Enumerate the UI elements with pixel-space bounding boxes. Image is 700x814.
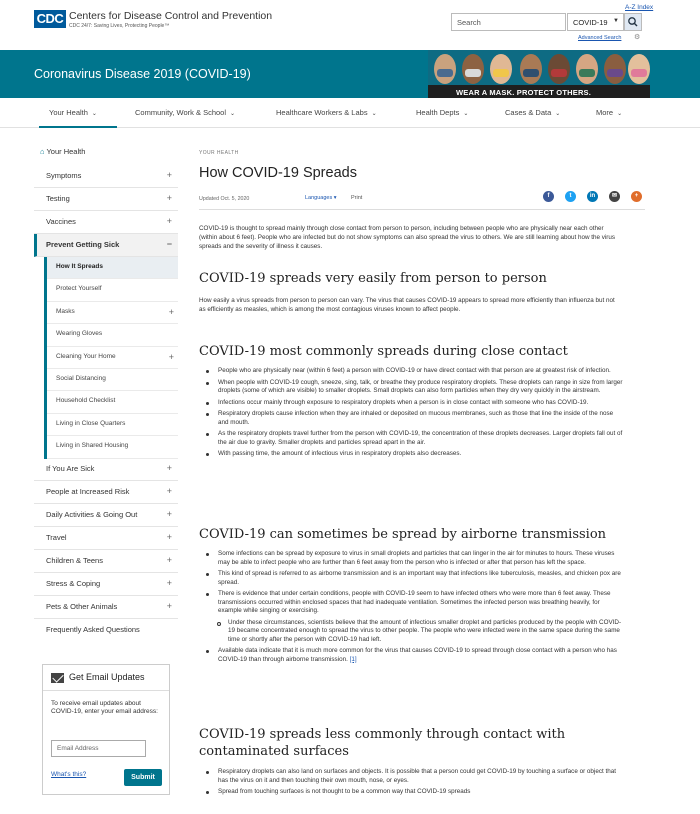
- languages-dropdown[interactable]: Languages ▾: [305, 195, 337, 201]
- sidebar-sub-protect-yourself[interactable]: Protect Yourself: [47, 279, 178, 301]
- list-item: Some infections can be spread by exposure to virus in small droplets and particles that can linger in the air for minutes to hours. These viruses may be able to infect people who are further than 6 feet away from the person who is infected or after that person has left the space.: [199, 550, 625, 567]
- linkedin-icon[interactable]: in: [587, 191, 598, 202]
- page-title: How COVID-19 Spreads: [199, 165, 357, 181]
- section-heading-surfaces: COVID-19 spreads less commonly through contact with contaminated surfaces: [199, 727, 566, 759]
- surfaces-list: [199, 768, 625, 800]
- list-item: With passing time, the amount of infectious virus in respiratory droplets also decreases.: [199, 450, 625, 459]
- search-scope-value: COVID-19: [573, 18, 608, 27]
- list-item: Respiratory droplets cause infection when they are inhaled or deposited on mucous membranes, such as those that line the inside of the nose and mouth.: [199, 410, 625, 427]
- chevron-down-icon: ⌄: [230, 111, 236, 117]
- sidebar-home[interactable]: ⌂ Your Health: [40, 147, 86, 156]
- sidebar-sub-how-it-spreads[interactable]: How It Spreads: [47, 257, 178, 279]
- twitter-icon[interactable]: t: [565, 191, 576, 202]
- close-contact-list: [199, 367, 625, 462]
- nav-more[interactable]: More ⌄: [596, 108, 623, 117]
- nav-your-health[interactable]: Your Health ⌄: [49, 108, 97, 117]
- main-nav: [0, 98, 700, 128]
- submit-button[interactable]: Submit: [124, 769, 162, 786]
- sidebar-item-prevent-getting-sick[interactable]: Prevent Getting Sick −: [34, 234, 178, 257]
- site-header: [0, 0, 700, 50]
- chevron-down-icon: ⌄: [617, 111, 623, 117]
- search-input[interactable]: Search: [451, 13, 566, 31]
- expand-icon[interactable]: +: [166, 601, 172, 611]
- section-heading-spreads-easily: COVID-19 spreads very easily from person to person: [199, 271, 547, 286]
- sidebar-sub-social-distancing[interactable]: Social Distancing: [47, 369, 178, 391]
- nav-active-indicator: [39, 126, 117, 128]
- print-link[interactable]: Print: [351, 195, 363, 201]
- chevron-down-icon: ⌄: [91, 111, 97, 117]
- eyebrow-label: YOUR HEALTH: [199, 150, 239, 156]
- sidebar-item-vaccines[interactable]: Vaccines +: [34, 211, 178, 234]
- sidebar-item-children-teens[interactable]: Children & Teens +: [34, 550, 178, 573]
- expand-icon[interactable]: +: [166, 170, 172, 180]
- expand-icon[interactable]: +: [166, 555, 172, 565]
- expand-icon[interactable]: +: [166, 578, 172, 588]
- expand-icon[interactable]: +: [166, 509, 172, 519]
- list-item: Infections occur mainly through exposure to respiratory droplets when a person is in close contact with someone who has COVID-19.: [199, 399, 625, 408]
- list-item: There is evidence that under certain conditions, people with COVID-19 seem to have infected others who were more than 6 feet away. These transmissions occurred within enclosed spaces that had inadequate ventilation. Sometimes the infected person was breathing heavily, for example while singing or exercising.: [199, 590, 625, 616]
- nav-healthcare-workers[interactable]: Healthcare Workers & Labs ⌄: [276, 108, 377, 117]
- email-updates-header: [43, 665, 169, 691]
- syndicate-icon[interactable]: +: [631, 191, 642, 202]
- nav-community-work-school[interactable]: Community, Work & School ⌄: [135, 108, 236, 117]
- chevron-down-icon: ⌄: [555, 111, 561, 117]
- list-item: People who are physically near (within 6 feet) a person with COVID-19 or have direct contact with that person are at greatest risk of infection.: [199, 367, 625, 376]
- banner-slogan: WEAR A MASK. PROTECT OTHERS.: [456, 88, 592, 97]
- email-field[interactable]: Email Address: [51, 740, 146, 757]
- list-sub-item: Under these circumstances, scientists believe that the amount of infectious smaller droplet and particles produced by the people with COVID-19 became concentrated enough to spread the virus to other people. The people who were infected were in the same space during the same time or shortly after the person with COVID-19 had left.: [199, 619, 625, 645]
- sidebar-item-faq[interactable]: Frequently Asked Questions: [46, 625, 140, 634]
- mask-campaign-image: [428, 50, 650, 98]
- list-item: When people with COVID-19 cough, sneeze, sing, talk, or breathe they produce respiratory droplets. These droplets can range in size from larger droplets (some of which are visible) to smaller droplets. Small droplets can also form particles when they dry very quickly in the airstream.: [199, 379, 625, 396]
- sidebar-item-symptoms[interactable]: Symptoms +: [34, 165, 178, 188]
- sidebar-item-pets-animals[interactable]: Pets & Other Animals +: [34, 596, 178, 619]
- sidebar-sub-household-checklist[interactable]: Household Checklist: [47, 391, 178, 413]
- section-heading-airborne: COVID-19 can sometimes be spread by airborne transmission: [199, 527, 607, 542]
- expand-icon[interactable]: +: [168, 351, 174, 362]
- nav-health-depts[interactable]: Health Depts ⌄: [416, 108, 469, 117]
- expand-icon[interactable]: +: [166, 463, 172, 473]
- sidebar-item-daily-activities[interactable]: Daily Activities & Going Out +: [34, 504, 178, 527]
- sidebar-item-increased-risk[interactable]: People at Increased Risk +: [34, 481, 178, 504]
- expand-icon[interactable]: +: [166, 193, 172, 203]
- sidebar-item-testing[interactable]: Testing +: [34, 188, 178, 211]
- sidebar-sub-cleaning-your-home[interactable]: Cleaning Your Home +: [47, 347, 178, 369]
- list-item: As the respiratory droplets travel further from the person with COVID-19, the concentration of these droplets decreases. Larger droplets fall out of the air due to gravity. Smaller droplets and particles spread apart in the air.: [199, 430, 625, 447]
- facebook-icon[interactable]: f: [543, 191, 554, 202]
- intro-paragraph: COVID-19 is thought to spread mainly through close contact from person to person, including between people who are physically near each other (within about 6 feet). People who are infected but do not show symptoms can also spread the virus to others. We are still learning about how the virus spreads and the severity of illness it causes.: [199, 225, 616, 251]
- list-item: Available data indicate that it is much more common for the virus that causes COVID-19 to spread through close contact with a person who has COVID-19 than through airborne transmission. [1]: [199, 647, 625, 664]
- list-item: Spread from touching surfaces is not thought to be a common way that COVID-19 spreads: [199, 788, 625, 797]
- expand-icon[interactable]: +: [166, 216, 172, 226]
- chevron-down-icon: ⌄: [463, 111, 469, 117]
- footnote-link[interactable]: [1]: [349, 655, 357, 663]
- chevron-down-icon: ▼: [613, 18, 619, 24]
- search-scope-select[interactable]: [567, 13, 624, 31]
- sidebar-item-travel[interactable]: Travel +: [34, 527, 178, 550]
- caret-down-icon: ▾: [333, 195, 337, 201]
- email-share-icon[interactable]: ✉: [609, 191, 620, 202]
- sidebar-subnav: [44, 257, 178, 459]
- envelope-icon: [51, 673, 64, 683]
- email-updates-box: [42, 664, 170, 795]
- expand-icon[interactable]: +: [166, 486, 172, 496]
- email-updates-title: Get Email Updates: [69, 672, 145, 682]
- search-icon: [625, 14, 641, 30]
- banner-title[interactable]: Coronavirus Disease 2019 (COVID-19): [34, 67, 251, 81]
- cdc-logo[interactable]: CDC: [34, 10, 66, 28]
- whats-this-link[interactable]: What's this?: [51, 771, 87, 778]
- org-name[interactable]: Centers for Disease Control and Prevention: [69, 10, 273, 22]
- airborne-list: [199, 550, 625, 667]
- sidebar-sub-living-shared-housing[interactable]: Living in Shared Housing: [47, 436, 178, 458]
- expand-icon[interactable]: +: [166, 532, 172, 542]
- nav-cases-data[interactable]: Cases & Data ⌄: [505, 108, 561, 117]
- sidebar-item-stress-coping[interactable]: Stress & Coping +: [34, 573, 178, 596]
- sidebar-item-if-you-are-sick[interactable]: If You Are Sick +: [34, 458, 178, 481]
- sidebar-sub-masks[interactable]: Masks +: [47, 302, 178, 324]
- tagline: CDC 24/7: Saving Lives, Protecting People™: [69, 23, 170, 29]
- topic-banner: [0, 50, 700, 98]
- updated-date: Updated Oct. 5, 2020: [199, 196, 250, 202]
- list-item: Respiratory droplets can also land on surfaces and objects. It is possible that a person could get COVID-19 by touching a surface or object that has the virus on it and then touching their own mouth, nose, or eyes.: [199, 768, 625, 785]
- az-index-link[interactable]: A-Z Index: [625, 4, 654, 11]
- divider: [199, 209, 645, 210]
- collapse-icon[interactable]: −: [166, 239, 172, 249]
- section-heading-close-contact: COVID-19 most commonly spreads during close contact: [199, 344, 568, 359]
- gear-icon[interactable]: ⚙: [634, 34, 641, 41]
- email-updates-description: To receive email updates about COVID-19, enter your email address:: [51, 700, 158, 716]
- advanced-search-link[interactable]: Advanced Search: [578, 35, 622, 41]
- sidebar-sub-wearing-gloves[interactable]: Wearing Gloves: [47, 324, 178, 346]
- chevron-down-icon: ⌄: [371, 111, 377, 117]
- list-item: This kind of spread is referred to as airborne transmission and is an important way that infections like tuberculosis, measles, and chicken pox are spread.: [199, 570, 625, 587]
- search-button[interactable]: [624, 13, 642, 31]
- home-icon: ⌂: [40, 147, 45, 156]
- spreads-easily-paragraph: How easily a virus spreads from person to person can vary. The virus that causes COVID-19 appears to spread more efficiently than influenza but not as efficiently as measles, which is among the most contagious viruses known to affect people.: [199, 297, 615, 314]
- sidebar-sub-living-close-quarters[interactable]: Living in Close Quarters: [47, 414, 178, 436]
- expand-icon[interactable]: +: [168, 306, 174, 317]
